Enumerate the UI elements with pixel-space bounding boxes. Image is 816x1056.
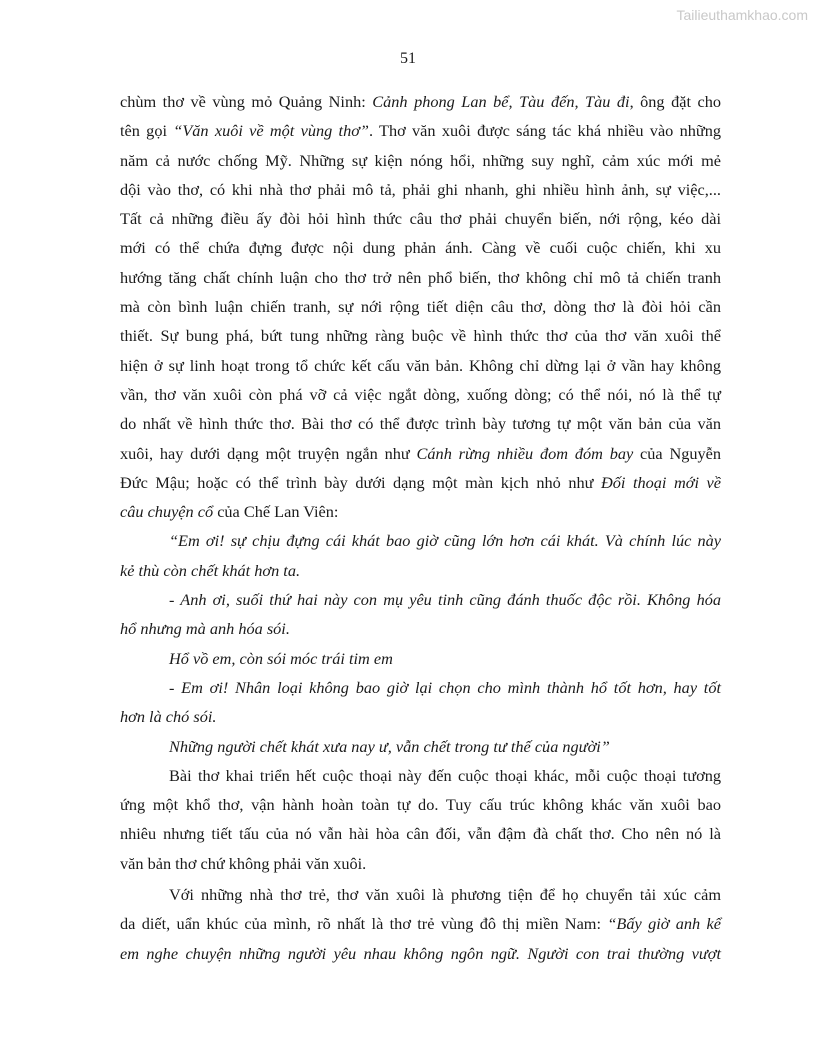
text-line (120, 939, 721, 968)
text-line (120, 233, 721, 262)
italic-text: Những người chết khát xưa nay ư, vẫn chết trong tư thế của người” (169, 736, 610, 756)
text-segment: ứng một khổ thơ, vận hành hoàn toàn tự do. Tuy cấu trúc không khác văn xuôi bao (120, 795, 721, 815)
text-segment: nhiêu nhưng tiết tấu của nó vẫn hài hòa cân đối, vẫn đậm đà chất thơ. Cho nên nó là (120, 824, 721, 844)
text-segment: năm cả nước chống Mỹ. Những sự kiện nóng hổi, những suy nghĩ, cảm xúc mới mẻ (120, 150, 721, 170)
page-number: 51 (400, 50, 416, 67)
text-segment: vần, thơ văn xuôi còn phá vỡ cả việc ngắt dòng, xuống dòng; có thể nói, nó là thể tự (120, 384, 721, 404)
text-segment: hướng tăng chất chính luận cho thơ trở nên phổ biến, thơ không chỉ mô tả chiến tranh (120, 267, 721, 287)
text-line (120, 761, 721, 790)
text-segment: của Nguyễn (633, 443, 722, 463)
text-line (120, 673, 721, 702)
text-line (120, 849, 721, 878)
text-line (120, 526, 721, 555)
text-line (120, 880, 721, 909)
text-segment: , ông đặt cho (629, 92, 721, 111)
text-line (120, 732, 721, 761)
text-segment: Bài thơ khai triển hết cuộc thoại này đến cuộc thoại khác, mỗi cuộc thoại tương (169, 765, 721, 785)
text-segment: xuôi, hay dưới dạng một truyện ngắn như (120, 443, 417, 463)
text-line (120, 116, 721, 145)
italic-text: - Anh ơi, suối thứ hai này con mụ yêu tinh cũng đánh thuốc độc rồi. Không hóa (169, 590, 721, 610)
text-line (120, 702, 721, 731)
italic-text: em nghe chuyện những người yêu nhau không ngôn ngữ. Người con trai thường vượt (120, 943, 721, 963)
text-segment: Đức Mậu; hoặc có thể trình bày dưới dạng một màn kịch nhỏ như (120, 472, 601, 492)
text-segment: mới có thể chứa đựng được nội dung phản ánh. Càng về cuối cuộc chiến, khi xu (120, 238, 721, 258)
text-segment: mà còn bình luận chiến tranh, sự nới rộng tiết diện câu thơ, dòng thơ là đòi hỏi cần (120, 297, 721, 317)
text-line (120, 497, 721, 526)
text-line (120, 819, 721, 848)
text-segment: do nhất về hình thức thơ. Bài thơ có thể được trình bày tương tự một văn bản của văn (120, 414, 721, 434)
text-line (120, 585, 721, 614)
text-line (120, 175, 721, 204)
document-body (120, 87, 721, 968)
text-segment: . Thơ văn xuôi được sáng tác khá nhiều vào những (368, 121, 721, 141)
text-line (120, 87, 721, 116)
text-segment: thiết. Sự bung phá, bứt tung những ràng buộc về hình thức thơ của thơ văn xuôi thể (120, 326, 721, 346)
text-segment: Tất cả những điều ấy đòi hỏi hình thức câu thơ phải chuyển biến, nới rộng, kéo dài (120, 209, 721, 229)
italic-text: Cánh rừng nhiều đom đóm bay (416, 443, 634, 463)
italic-text: hổ nhưng mà anh hóa sói. (120, 619, 290, 639)
text-segment: da diết, uẩn khúc của mình, rõ nhất là thơ trẻ vùng đô thị miền Nam: (120, 914, 608, 934)
text-segment: văn bản thơ chứ không phải văn xuôi. (120, 853, 367, 873)
text-line (120, 614, 721, 643)
text-line (120, 439, 721, 468)
text-line (120, 790, 721, 819)
italic-text: - Em ơi! Nhân loại không bao giờ lại chọn cho mình thành hổ tốt hơn, hay tốt (169, 677, 721, 697)
text-line (120, 380, 721, 409)
text-segment: dội vào thơ, có khi nhà thơ phải mô tả, phải ghi nhanh, ghi nhiều hình ảnh, sự việc,... (120, 179, 721, 199)
text-line (120, 909, 721, 938)
text-line (120, 321, 721, 350)
text-line (120, 146, 721, 175)
text-segment: chùm thơ về vùng mỏ Quảng Ninh: (120, 92, 373, 111)
italic-text: hơn là chó sói. (120, 707, 217, 727)
text-line (120, 409, 721, 438)
text-line (120, 556, 721, 585)
italic-text: kẻ thù còn chết khát hơn ta. (120, 560, 301, 580)
italic-text: Cảnh phong Lan bể, Tàu đến, Tàu đi (372, 92, 630, 111)
italic-text: “Văn xuôi về một vùng thơ” (173, 121, 369, 141)
text-line (120, 468, 721, 497)
watermark: Tailieuthamkhao.com (676, 7, 808, 23)
text-line (120, 263, 721, 292)
text-segment: Với những nhà thơ trẻ, thơ văn xuôi là phương tiện để họ chuyển tải xúc cảm (169, 885, 721, 905)
text-line (120, 204, 721, 233)
italic-text: Hổ vồ em, còn sói móc trái tim em (169, 648, 393, 668)
text-segment: của Chế Lan Viên: (213, 502, 339, 522)
text-line (120, 351, 721, 380)
text-line (120, 292, 721, 321)
text-segment: tên gọi (120, 121, 174, 141)
italic-text: “Em ơi! sự chịu đựng cái khát bao giờ cũng lớn hơn cái khát. Và chính lúc này (169, 531, 721, 551)
italic-text: câu chuyện cổ (120, 502, 214, 522)
text-segment: hiện ở sự linh hoạt trong tổ chức kết cấu văn bản. Không chỉ dừng lại ở vần hay không (120, 355, 721, 375)
italic-text: “Bấy giờ anh kể (607, 914, 721, 934)
italic-text: Đối thoại mới về (600, 472, 721, 492)
text-line (120, 644, 721, 673)
